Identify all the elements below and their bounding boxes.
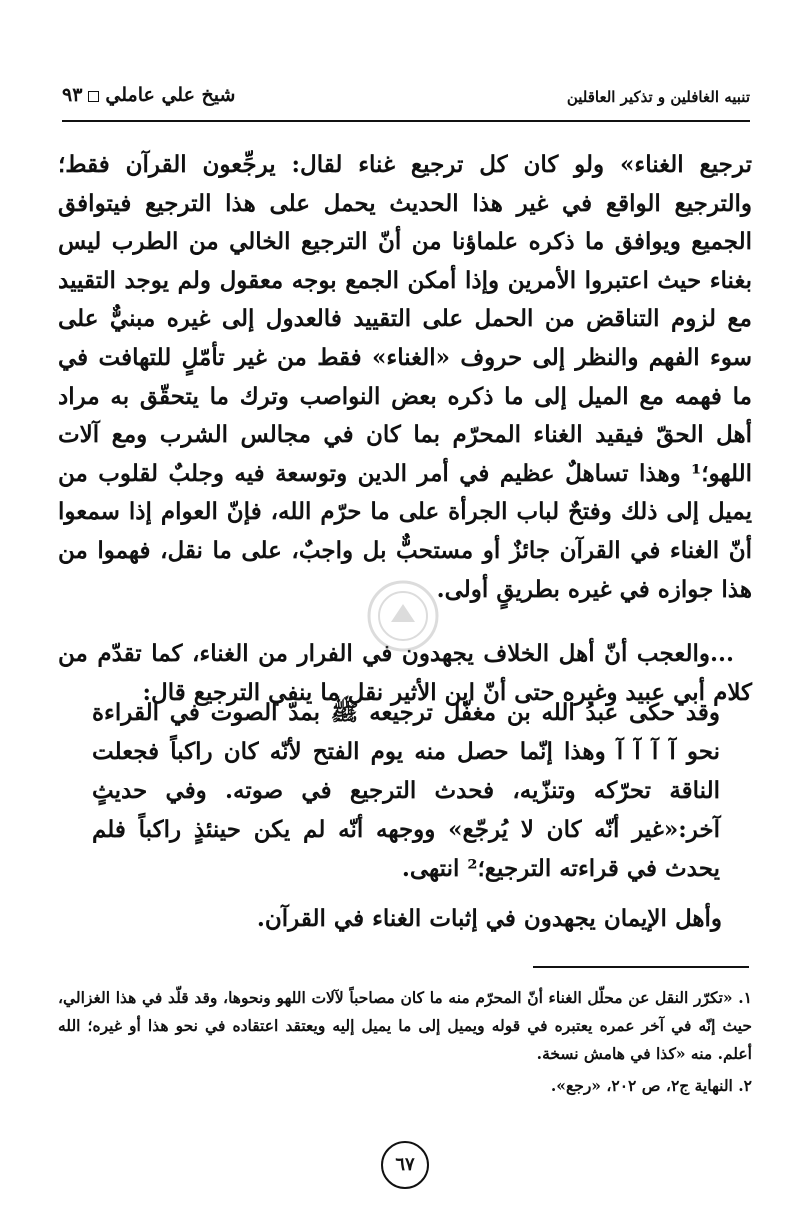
separator-square-icon [88,91,99,102]
paragraph-2: ...والعجب أنّ أهل الخلاف يجهدون في الفرار من الغناء، كما تقدّم من كلام أبي عبيد وغيره حتى أنّ ابن الأثير نقل ما ينفي الترجيع قال: [58,640,752,706]
footnote-2: ٢. النهاية ج٢، ص ٢٠٢، «رجع». [550,1076,752,1095]
quotation-block: وقد حكى عبدُ الله بن مغفّل ترجيعه ﷺ بمدّ الصوت في القراءة نحو آ آ آ آ وهذا إنّما حصل منه يوم الفتح لأنّه كان راكباً فجعلت الناقة تحرّكه وتنزّيه، فحدث الترجيع في صوته. وفي حديثٍ آخر:«غير أنّه كان لا يُرجّع» ووجهه أنّه لم يكن حينئذٍ راكباً فلم يحدث في قراءته الترجيع؛² انتهى. [92,699,720,882]
paragraph-1: ترجيع الغناء» ولو كان كل ترجيع غناء لقال: يرجِّعون القرآن فقط؛ والترجيع الواقع في غير هذا الحديث يحمل على هذا الترجيع فيتوافق الجميع ويوافق ما ذكره علماؤنا من أنّ الترجيع الخالي من الطرب ليس بغناء حيث اعتبروا الأمرين وإذا أمكن الجمع بوجه معقول ولم يوجد التقييد مع لزوم التناقض من الحمل على التقييد فالعدول إلى غيره مبنيٌّ على سوء الفهم والنظر إلى حروف «الغناء» فقط من غير تأمّلٍ للتهافت في ما فهمه مع الميل إلى ما ذكره بعض النواصب وترك ما يتحقّق به مراد أهل الحقّ فيقيد الغناء المحرّم بما كان في مجالس الشرب ومع آلات اللهو؛¹ وهذا تساهلٌ عظيم في أمر الدين وتوسعة فيه وجلبٌ لقلوب من يميل إلى ذلك وفتحٌ لباب الجرأة على ما حرّم الله، فإنّ العوام إذا سمعوا أنّ الغناء في القرآن جائزٌ أو مستحبٌّ بل واجبٌ، على ما نقل، فهموا من هذا جوازه في غيره بطريقٍ أولى. [58,151,752,603]
header-author-page [62,84,235,106]
footnote-separator [533,966,749,968]
header-rule [62,120,750,122]
running-header [62,84,750,116]
header-page-number: ٩٣ [62,84,83,106]
book-title: تنبيه الغافلين و تذكير العاقلين [566,88,750,106]
author-name: شيخ علي عاملي [105,84,236,106]
paragraph-3: وأهل الإيمان يجهدون في إثبات الغناء في القرآن. [256,905,722,932]
footnotes [58,984,752,1104]
library-seal-icon [365,578,441,654]
footnote-1: ١. «تكرّر النقل عن محلّل الغناء أنّ المحرّم منه ما كان مصاحباً لآلات اللهو ونحوها، وقد قلّد في هذا الغزالي، حيث إنّه في آخر عمره يعتبره في قوله ويميل إلى ما يميل إليه ويعتقد اعتقاده في نحو هذا أو غيره؛ الله أعلم. منه «كذا في هامش نسخة. [58,988,752,1063]
page-number-circle: ٦٧ [381,1141,429,1189]
